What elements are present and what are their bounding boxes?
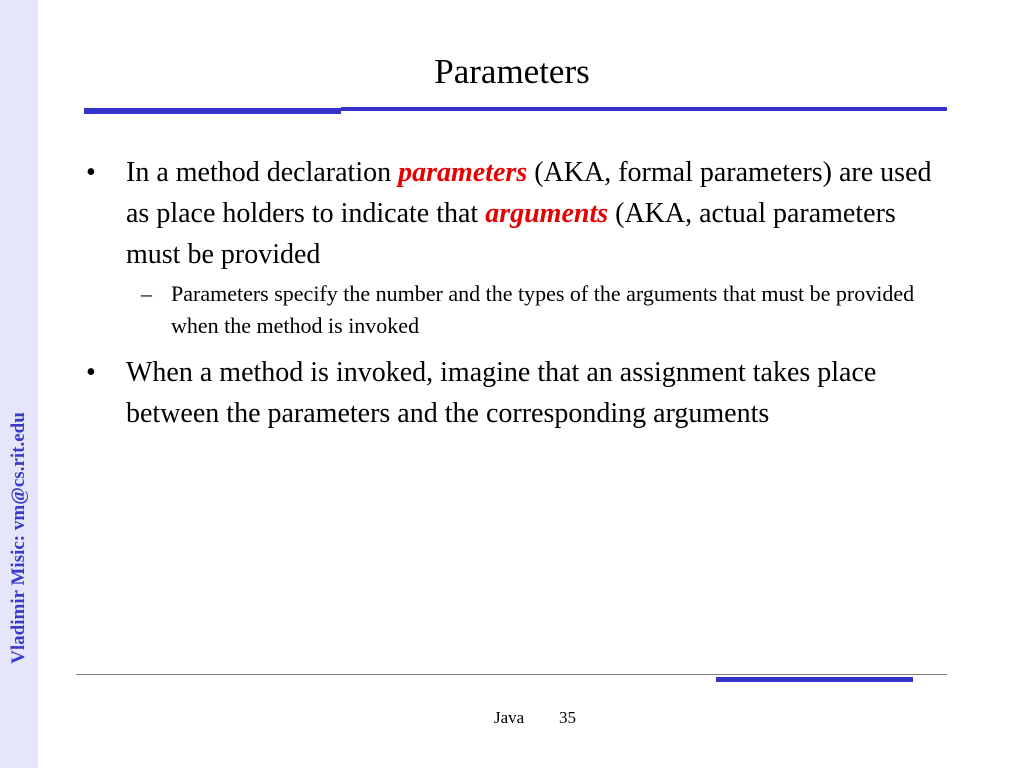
- bullet-text-before: In a method declaration: [126, 157, 399, 188]
- footer-divider: [76, 674, 947, 675]
- footer-accent-bar: [716, 677, 913, 682]
- emphasis-arguments: arguments: [485, 198, 609, 229]
- bullet-marker: •: [86, 157, 96, 188]
- sub-bullet-item: [82, 278, 942, 342]
- bullet-text-middle: (AKA, formal parameters) are used as place holders to indicate that: [126, 157, 932, 229]
- footer-course-label: Java: [494, 708, 525, 727]
- author-credit: Vladimir Misic: vm@cs.rit.edu: [8, 412, 29, 664]
- slide-content: [82, 152, 942, 434]
- sub-bullet-marker: –: [141, 281, 152, 306]
- emphasis-parameters: parameters: [398, 157, 528, 188]
- bullet-item-invocation: [82, 352, 942, 434]
- bullet-marker: •: [86, 357, 96, 388]
- page-number: 35: [559, 708, 576, 727]
- bullet-text: When a method is invoked, imagine that an assignment takes place between the parameters and the corresponding arguments: [126, 357, 877, 429]
- sub-bullet-text: Parameters specify the number and the types of the arguments that must be provided when the method is invoked: [171, 281, 915, 338]
- title-underline-accent: [84, 108, 341, 114]
- slide-title: Parameters: [434, 52, 590, 91]
- title-underline: [341, 107, 947, 111]
- bullet-text-after: (AKA, actual parameters must be provided: [126, 198, 896, 270]
- bullet-item-parameters: [82, 152, 942, 275]
